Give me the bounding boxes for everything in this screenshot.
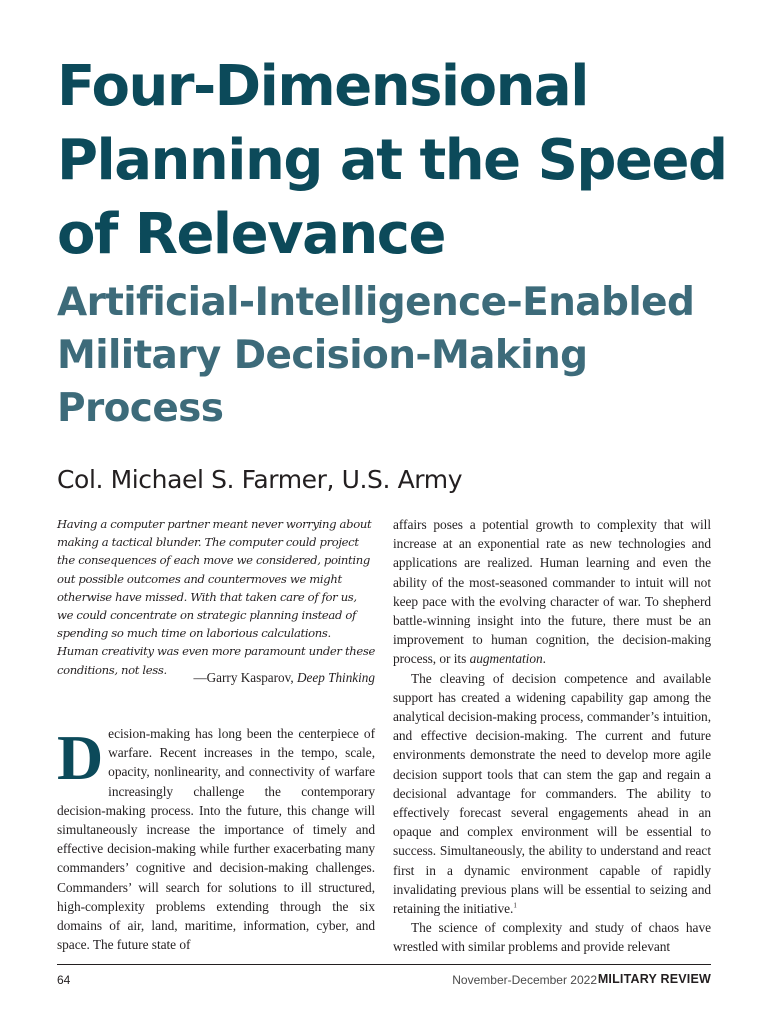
paragraph-text: The cleaving of decision competence and available support has created a widening capability gap among the analytical decision-making process, commander’s intuition, and effective decision-making. The current and future environments demonstrate the need to develop more agile decision support tools that can stem the gap and regain a decisional advantage for commanders. The ability to effectively forecast several engagements ahead in an opaque and complex environment will be essential to success. Simultaneously, the ability to understand and react first in a dynamic environment capable of rapidly invalidating previous plans will be essential to seizing and retaining the initiative. — [393, 670, 711, 917]
attribution-work: Deep Thinking — [296, 670, 375, 685]
issue-date: November-December 2022 — [452, 973, 597, 987]
article-title: Four-Dimensional Planning at the Speed of Relevance — [57, 54, 727, 267]
journal-name: MILITARY REVIEW — [597, 972, 711, 986]
attribution-author: —Garry Kasparov, — [193, 670, 294, 685]
drop-cap: D — [57, 722, 104, 793]
paragraph — [393, 515, 711, 669]
left-column-text: ecision-making has long been the centerpiece of warfare. Recent increases in the tempo, scale, opacity, nonlinearity, and connectivity of warfare increasingly challenge the contemporary decision-making process. Into the future, this change will simultaneously increase the importance of timely and effective decision-making while further exacerbating many commanders’ cognitive and decision-making challenges. Commanders’ will search for solutions to ill structured, high-complexity problems extending through the six domains of air, land, maritime, information, cyber, and space. The future state of — [57, 726, 375, 953]
paragraph-end: . — [542, 651, 546, 667]
paragraph-text: The science of complexity and study of chaos have wrestled with similar problems and provide relevant — [393, 920, 711, 955]
emphasis-text: augmentation — [469, 651, 543, 667]
article-subtitle: Artificial-Intelligence-Enabled Military Decision-Making Process — [57, 280, 695, 431]
epigraph-quote: Having a computer partner meant never worrying about making a tactical blunder. The computer could project the consequences of each move we considered, pointing out possible outcomes and countermoves we might otherwise have missed. With that taken care of for us, we could concentrate on strategic planning instead of spending so much time on laborious calculations. Human creativity was even more paramount under these conditions, not less. — [57, 517, 376, 677]
footer-rule — [57, 964, 711, 965]
author-byline: Col. Michael S. Farmer, U.S. Army — [57, 465, 463, 494]
body-column-right — [393, 515, 711, 957]
paragraph — [393, 669, 711, 919]
paragraph-text: affairs poses a potential growth to complexity that will increase at an exponential rate as new technologies and applications are realized. Human learning and even the ability of the most-seasoned commander to intuit will not keep pace with the evolving character of war. To shepherd battle-winning insight into the future, there must be an improvement to human cognition, the decision-making process, or its — [393, 517, 711, 667]
epigraph-attribution — [57, 669, 375, 687]
body-column-left — [57, 724, 375, 954]
paragraph — [393, 918, 711, 956]
footnote-marker[interactable]: 1 — [513, 901, 517, 910]
page-number: 64 — [57, 973, 71, 987]
